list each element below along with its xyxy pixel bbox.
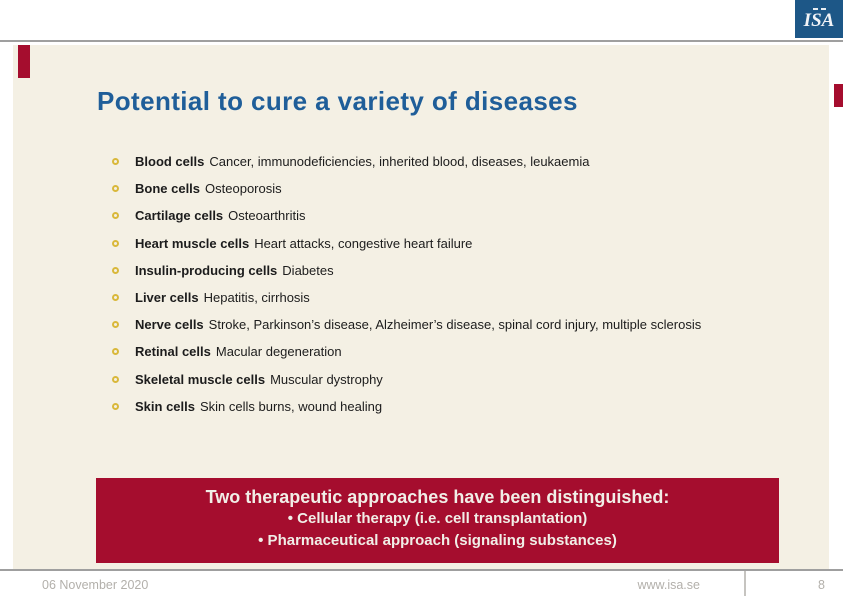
- footer-date: 06 November 2020: [42, 578, 149, 592]
- list-item-desc: Macular degeneration: [215, 344, 342, 360]
- list-item-term: Insulin-producing cells: [135, 262, 278, 278]
- list-item-desc: Diabetes: [282, 262, 334, 278]
- list-item: [112, 175, 701, 202]
- circle-bullet-icon: [112, 212, 119, 219]
- list-item-desc: Heart attacks, congestive heart failure: [254, 235, 473, 251]
- list-item-desc: Muscular dystrophy: [270, 371, 383, 387]
- list-item-desc: Hepatitis, cirrhosis: [203, 290, 310, 306]
- list-item: [112, 311, 701, 338]
- list-item: [112, 284, 701, 311]
- red-accent-left: [18, 45, 30, 78]
- list-item-term: Cartilage cells: [135, 208, 224, 224]
- list-item-term: Skeletal muscle cells: [135, 371, 266, 387]
- therapeutic-approaches-callout: [96, 478, 779, 563]
- callout-line: • Pharmaceutical approach (signaling substances): [258, 532, 617, 549]
- list-item-desc: Cancer, immunodeficiencies, inherited blood, diseases, leukaemia: [209, 154, 590, 170]
- list-item-term: Skin cells: [135, 398, 195, 414]
- callout-line: • Cellular therapy (i.e. cell transplantation): [287, 510, 588, 527]
- list-item-term: Nerve cells: [135, 317, 204, 333]
- list-item-desc: Osteoarthritis: [228, 208, 306, 224]
- footer-bar: [0, 569, 843, 596]
- list-item: [112, 202, 701, 229]
- circle-bullet-icon: [112, 348, 119, 355]
- list-item-desc: Stroke, Parkinson’s disease, Alzheimer’s disease, spinal cord injury, multiple sclerosis: [208, 317, 702, 333]
- list-item: [112, 366, 701, 393]
- list-item: [112, 257, 701, 284]
- list-item: [112, 148, 701, 175]
- list-item-term: Bone cells: [135, 181, 201, 197]
- list-item-desc: Osteoporosis: [205, 181, 282, 197]
- list-item-term: Liver cells: [135, 290, 199, 306]
- list-item: [112, 338, 701, 365]
- header-bar: [0, 0, 843, 42]
- list-item-term: Retinal cells: [135, 344, 211, 360]
- circle-bullet-icon: [112, 240, 119, 247]
- slide-title: Potential to cure a variety of diseases: [97, 86, 578, 116]
- red-accent-right: [834, 84, 843, 107]
- list-item-term: Blood cells: [135, 154, 205, 170]
- circle-bullet-icon: [112, 321, 119, 328]
- footer-divider: [744, 571, 746, 596]
- footer-website: www.isa.se: [637, 578, 700, 592]
- list-item: [112, 393, 701, 420]
- circle-bullet-icon: [112, 267, 119, 274]
- circle-bullet-icon: [112, 158, 119, 165]
- circle-bullet-icon: [112, 376, 119, 383]
- list-item-term: Heart muscle cells: [135, 235, 250, 251]
- logo-text: ISA: [803, 10, 835, 31]
- circle-bullet-icon: [112, 185, 119, 192]
- list-item: [112, 230, 701, 257]
- disease-list: [112, 148, 701, 420]
- isa-logo: [795, 0, 843, 38]
- circle-bullet-icon: [112, 403, 119, 410]
- page-number: 8: [818, 578, 825, 592]
- list-item-desc: Skin cells burns, wound healing: [199, 398, 383, 414]
- callout-heading: Two therapeutic approaches have been distinguished:: [205, 487, 670, 507]
- circle-bullet-icon: [112, 294, 119, 301]
